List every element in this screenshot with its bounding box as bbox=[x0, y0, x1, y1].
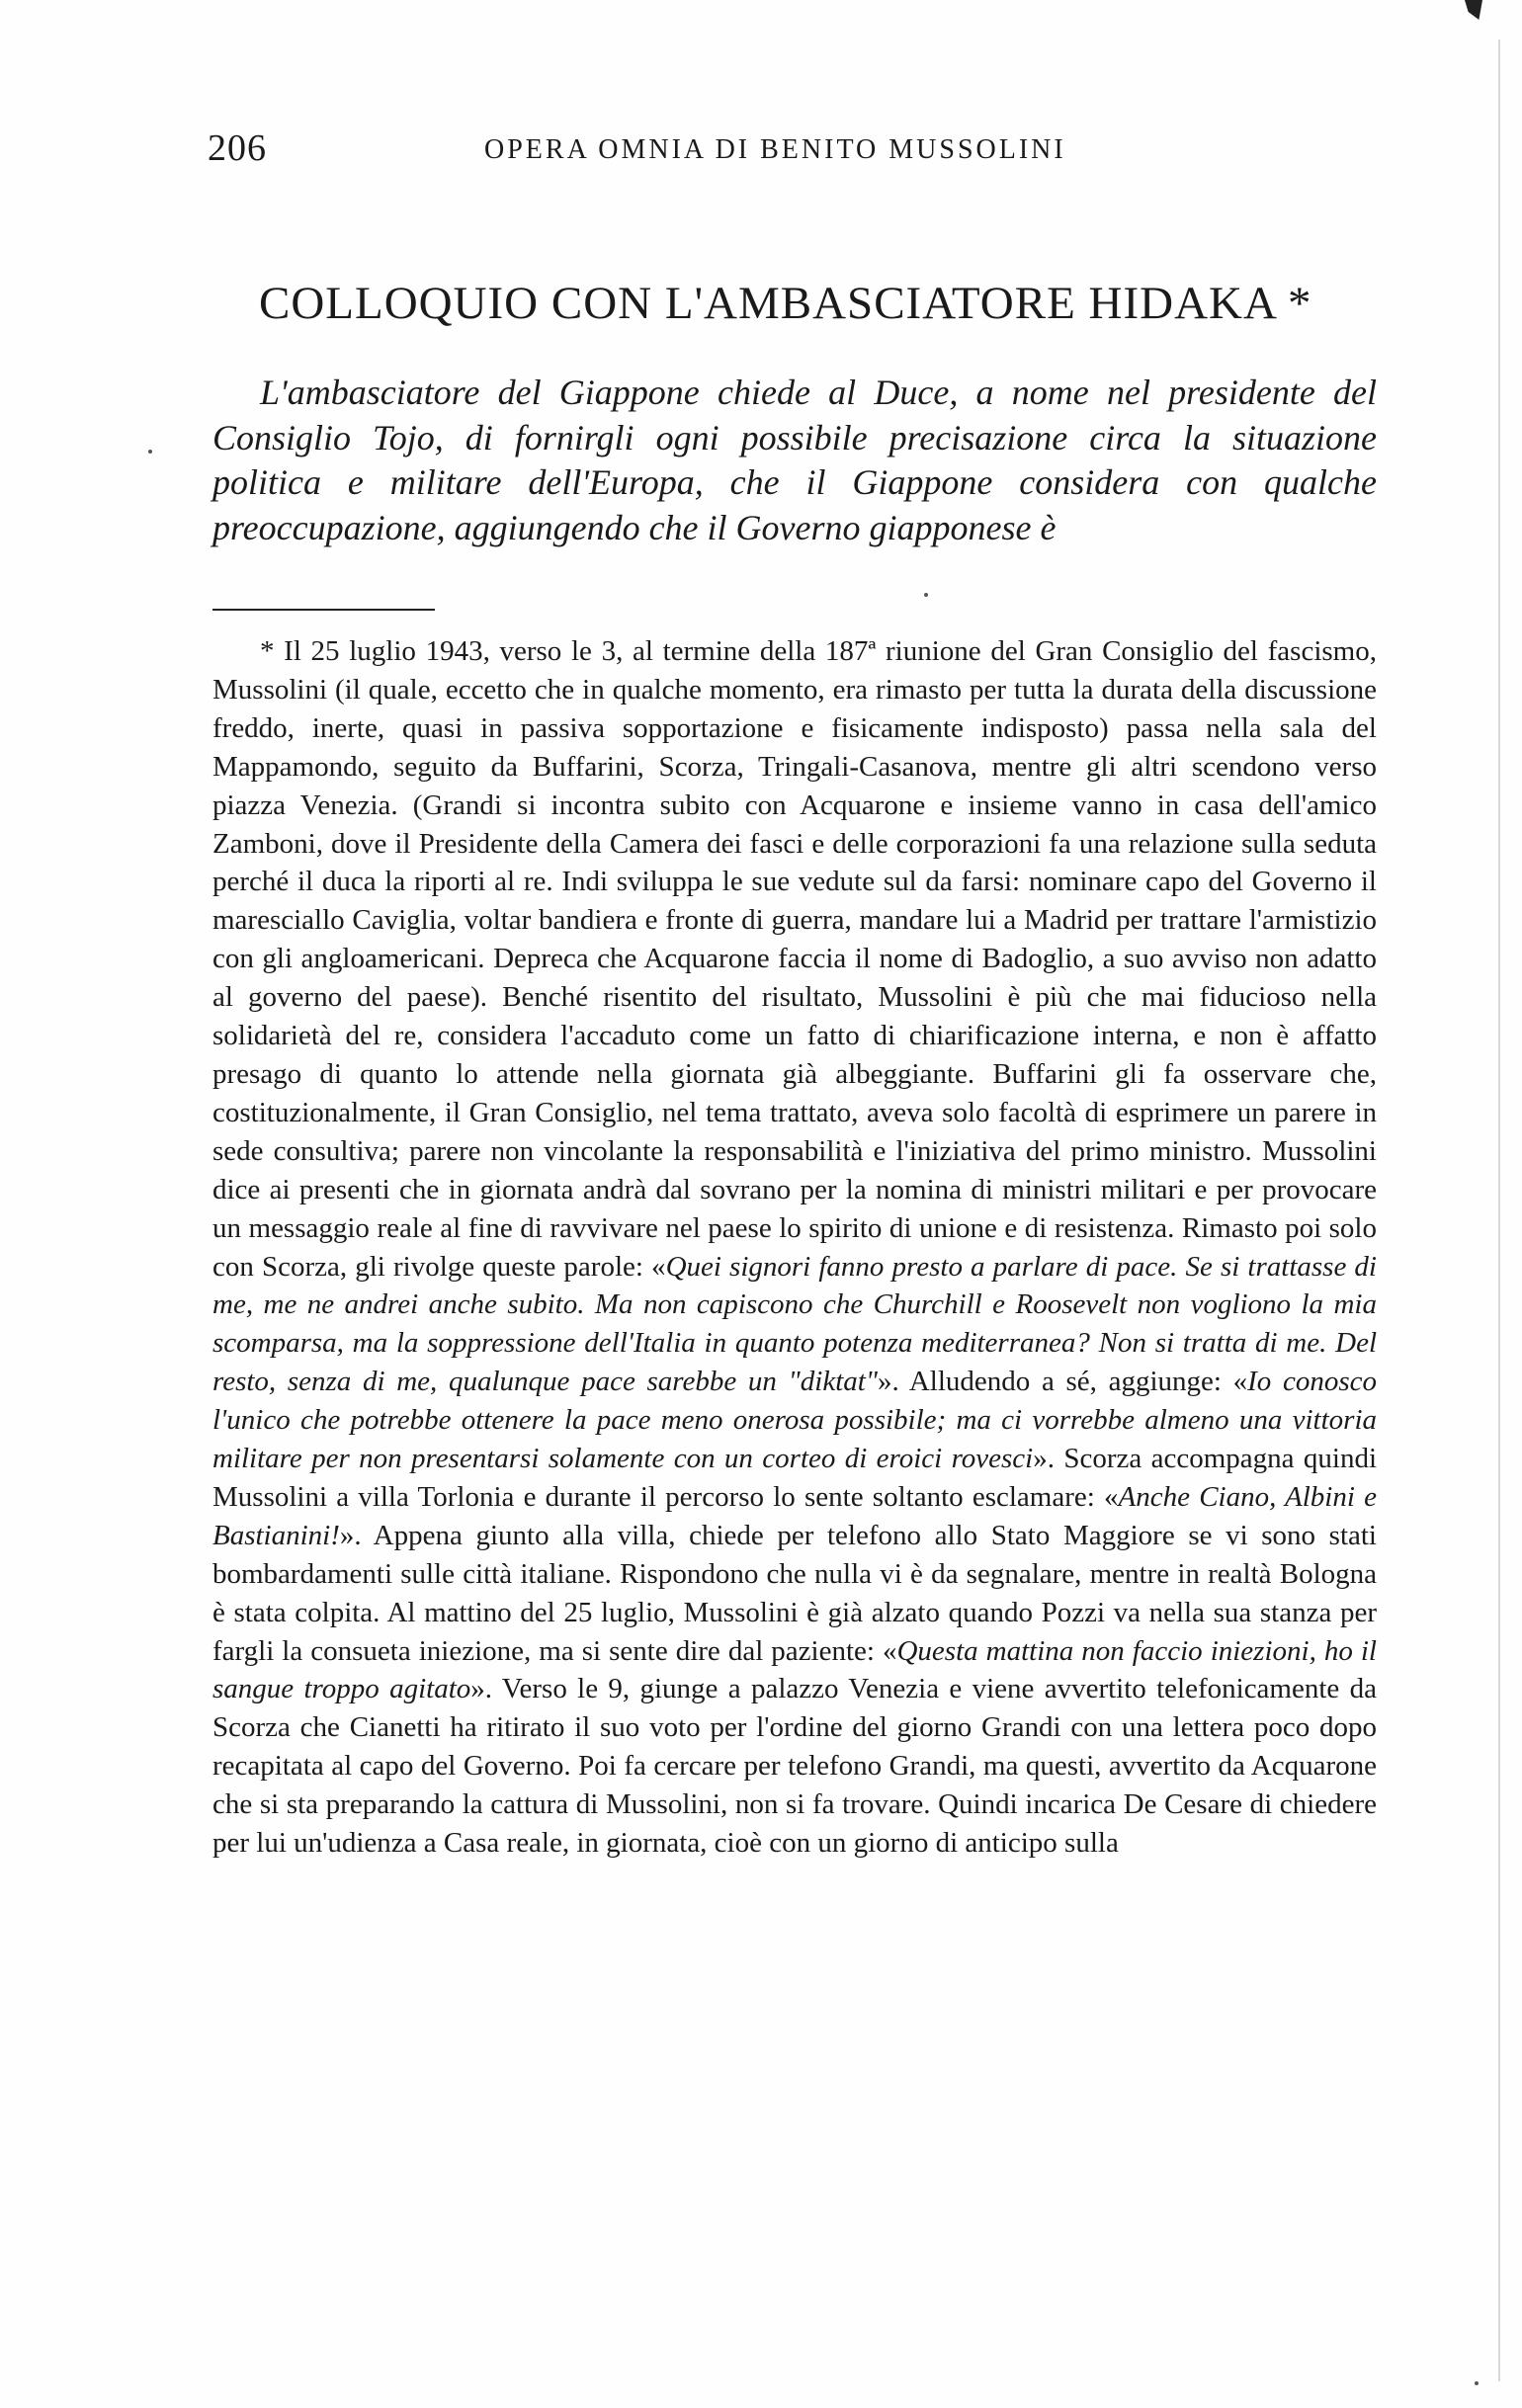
running-title: OPERA OMNIA DI BENITO MUSSOLINI bbox=[484, 134, 1066, 165]
footnote-quote-2: Io conosco l'unico che potrebbe ottenere la pace meno onerosa possibile; ma ci vorrebbe almeno una vittoria militare per non presentarsi solamente con un corteo di eroici rovesci bbox=[212, 1366, 1378, 1475]
page-edge-line bbox=[1498, 40, 1500, 2381]
footnote-text-5: ». Verso le 9, giunge a palazzo Venezia e viene avvertito telefonicamente da Scorza che Cianetti ha ritirato il suo voto per l'ordine del giorno Grandi con una lettera poco dopo recapitata al capo del Governo. Poi fa cercare per telefono Grandi, ma questi, avvertito da Acquarone che si sta preparando la cattura di Mussolini, non si fa trovare. Quindi incarica De Cesare di chiedere per lui un'udienza a Casa reale, in giornata, cioè con un giorno di anticipo sulla bbox=[212, 1673, 1377, 1860]
footnote-text-4: ». Appena giunto alla villa, chiede per telefono allo Stato Maggiore se vi sono stati bombardamenti sulle città italiane. Rispondono che nulla vi è da segnalare, mentre in realtà Bologna è stata colpita. Al mattino del 25 luglio, Mussolini è già alzato quando Pozzi va nella sua stanza per fargli la consueta iniezione, ma si sente dire dal paziente: « bbox=[212, 1519, 1377, 1667]
footnote-text-2: ». Alludendo a sé, aggiunge: « bbox=[878, 1366, 1248, 1398]
page-number: 206 bbox=[208, 127, 267, 169]
footnote-text-1: * Il 25 luglio 1943, verso le 3, al termine della 187ª riunione del Gran Consiglio del fascismo, Mussolini (il quale, eccetto che in qualche momento, era rimasto per tutta la durata della discussione freddo, inerte, quasi in passiva sopportazione e fisicamente indisposto) passa nella sala del Mappamondo, seguito da Buffarini, Scorza, Tringali-Casanova, mentre gli altri scendono verso piazza Venezia. (Grandi si incontra subito con Acquarone e insieme vanno in casa dell'amico Zamboni, dove il Presidente della Camera dei fasci e delle corporazioni fa una relazione sulla seduta perché il duca la riporti al re. Indi sviluppa le sue vedute sul da farsi: nominare capo del Governo il maresciallo Caviglia, voltar bandiera e fronte di guerra, mandare lui a Madrid per trattare l'armistizio con gli angloamericani. Depreca che Acquarone faccia il nome di Badoglio, a suo avviso non adatto al governo del paese). Benché risentito del risultato, Mussolini è più che mai fiducioso nella solidarietà del re, considera l'accaduto come un fatto di chiarificazione interna, e non è affatto presago di quanto lo attende nella giornata già albeggiante. Buffarini gli fa osservare che, costituzionalmente, il Gran Consiglio, nel tema trattato, aveva solo facoltà di esprimere un parere in sede consultiva; parere non vincolante la responsabilità e l'iniziativa del primo ministro. Mussolini dice ai presenti che in giornata andrà dal sovrano per la nomina di ministri militari e per provocare un messaggio reale al fine di ravvivare nel paese lo spirito di unione e di resistenza. Rimasto poi solo con Scorza, gli rivolge queste parole: « bbox=[212, 635, 1377, 1283]
corner-mark bbox=[1465, 0, 1482, 20]
margin-speck bbox=[1475, 2381, 1479, 2385]
intro-paragraph: L'ambasciatore del Giappone chiede al Duce, a nome nel presidente del Consiglio Tojo, di fornirgli ogni possibile precisazione circa la situazione politica e militare dell'Europa, che il Giappone considera con qualche preoccupazione, aggiungendo che il Governo giapponese è bbox=[212, 373, 1377, 547]
footnote-quote-3: Anche Ciano, Albini e Bastianini! bbox=[212, 1480, 1378, 1551]
margin-speck bbox=[148, 450, 152, 454]
margin-speck bbox=[924, 593, 928, 597]
footnote-rule bbox=[212, 609, 435, 611]
footnote-paragraph bbox=[212, 632, 1377, 1863]
footnote-text-3: ». Scorza accompagna quindi Mussolini a villa Torlonia e durante il percorso lo sente soltanto esclamare: « bbox=[212, 1443, 1378, 1513]
running-head bbox=[208, 126, 1394, 176]
footnote-quote-1: Quei signori fanno presto a parlare di pace. Se si trattasse di me, me ne andrei anche subito. Ma non capiscono che Churchill e Roosevelt non vogliono la mia scomparsa, ma la soppressione dell'Italia in quanto potenza mediterranea? Non si tratta di me. Del resto, senza di me, qualunque pace sarebbe un "diktat" bbox=[212, 1250, 1377, 1398]
article-title: COLLOQUIO CON L'AMBASCIATORE HIDAKA * bbox=[259, 278, 1312, 329]
footnote-quote-4: Questa mattina non faccio iniezioni, ho il sangue troppo agitato bbox=[212, 1634, 1377, 1705]
